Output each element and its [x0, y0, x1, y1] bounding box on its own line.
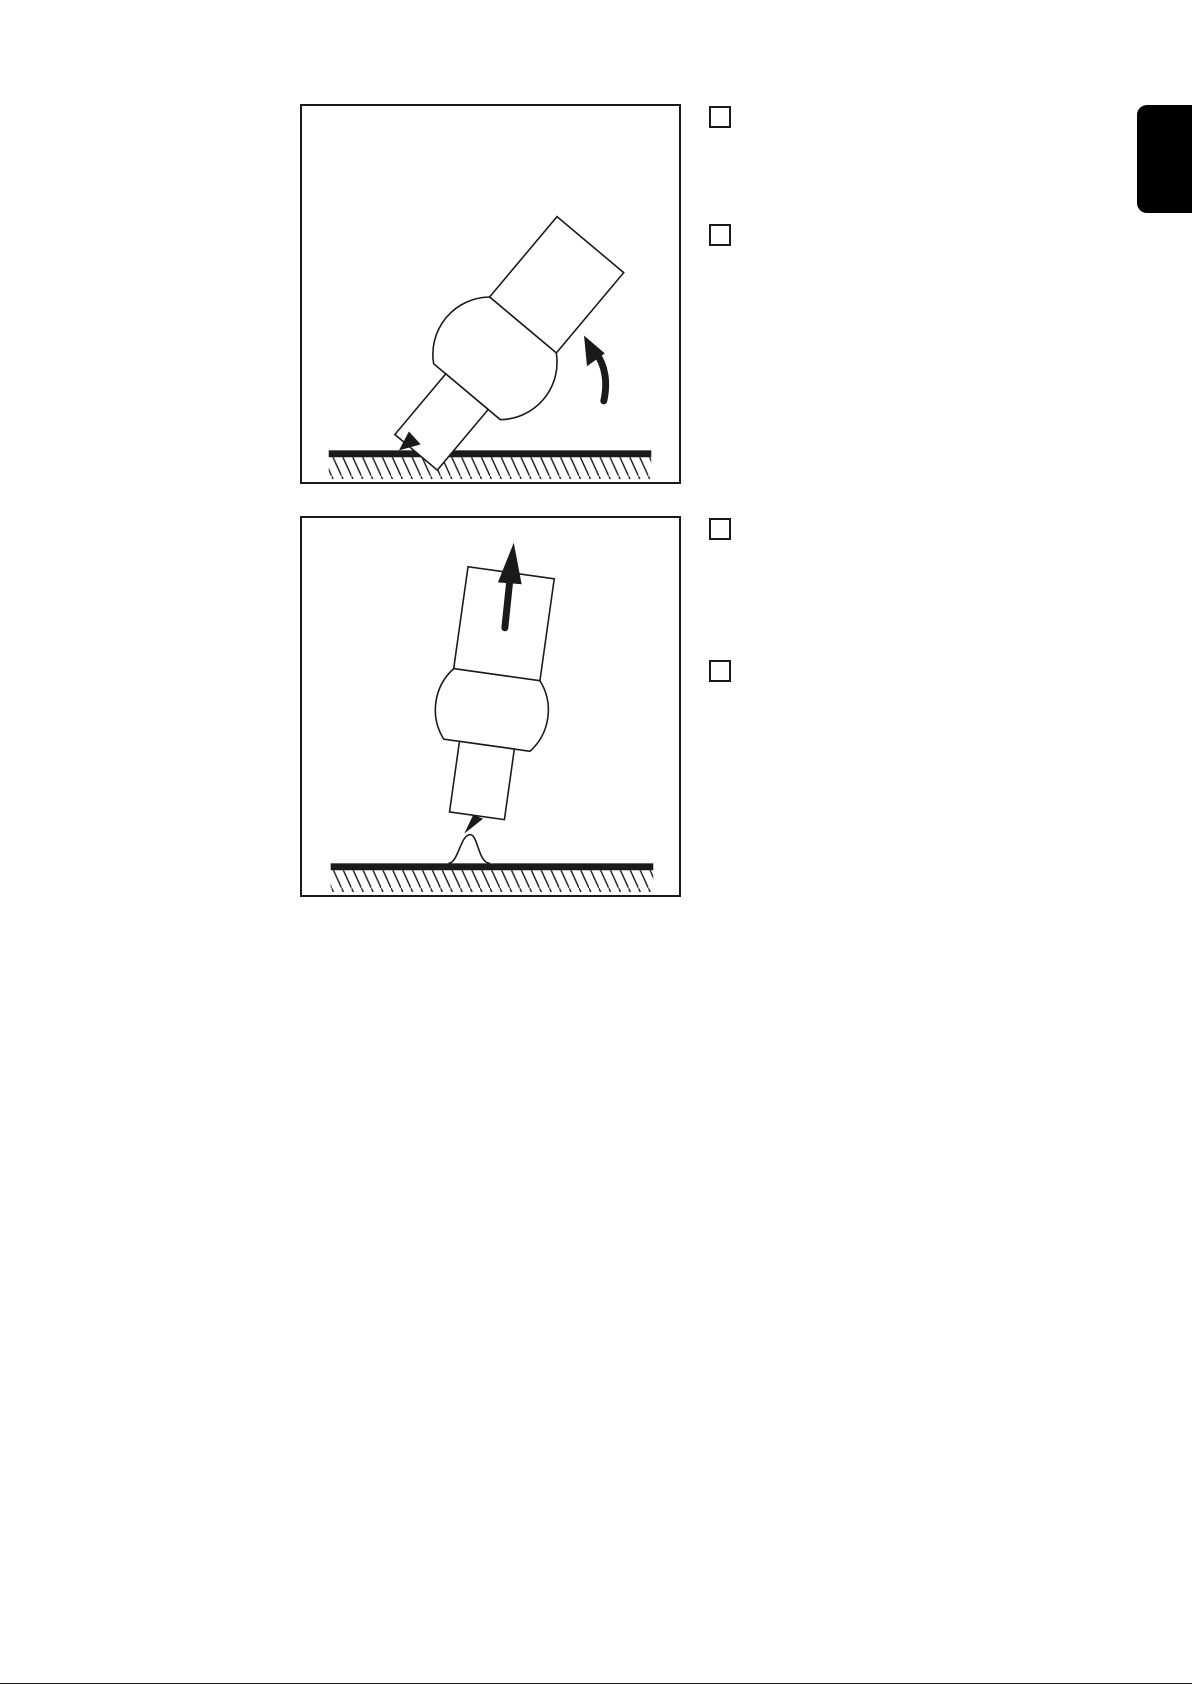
- workpiece-hatched: [331, 863, 654, 892]
- step-checkbox-4[interactable]: [709, 660, 731, 682]
- step-checkbox-2[interactable]: [709, 224, 731, 246]
- electrode-tip: [464, 815, 483, 834]
- figure-lift-torch: [300, 516, 681, 897]
- arc-bump: [448, 835, 490, 864]
- curved-arrow-up-icon: [584, 336, 606, 401]
- footer-rule: [0, 1683, 1192, 1684]
- tilt-torch-drawing: [302, 106, 679, 482]
- language-thumb-tab: [1137, 105, 1192, 213]
- lift-torch-drawing: [302, 518, 679, 895]
- workpiece-hatched: [329, 450, 652, 479]
- welding-torch-upright: [421, 565, 567, 824]
- step-checkbox-1[interactable]: [709, 106, 731, 128]
- figure-tilt-torch: [300, 104, 681, 484]
- step-checkbox-3[interactable]: [709, 518, 731, 540]
